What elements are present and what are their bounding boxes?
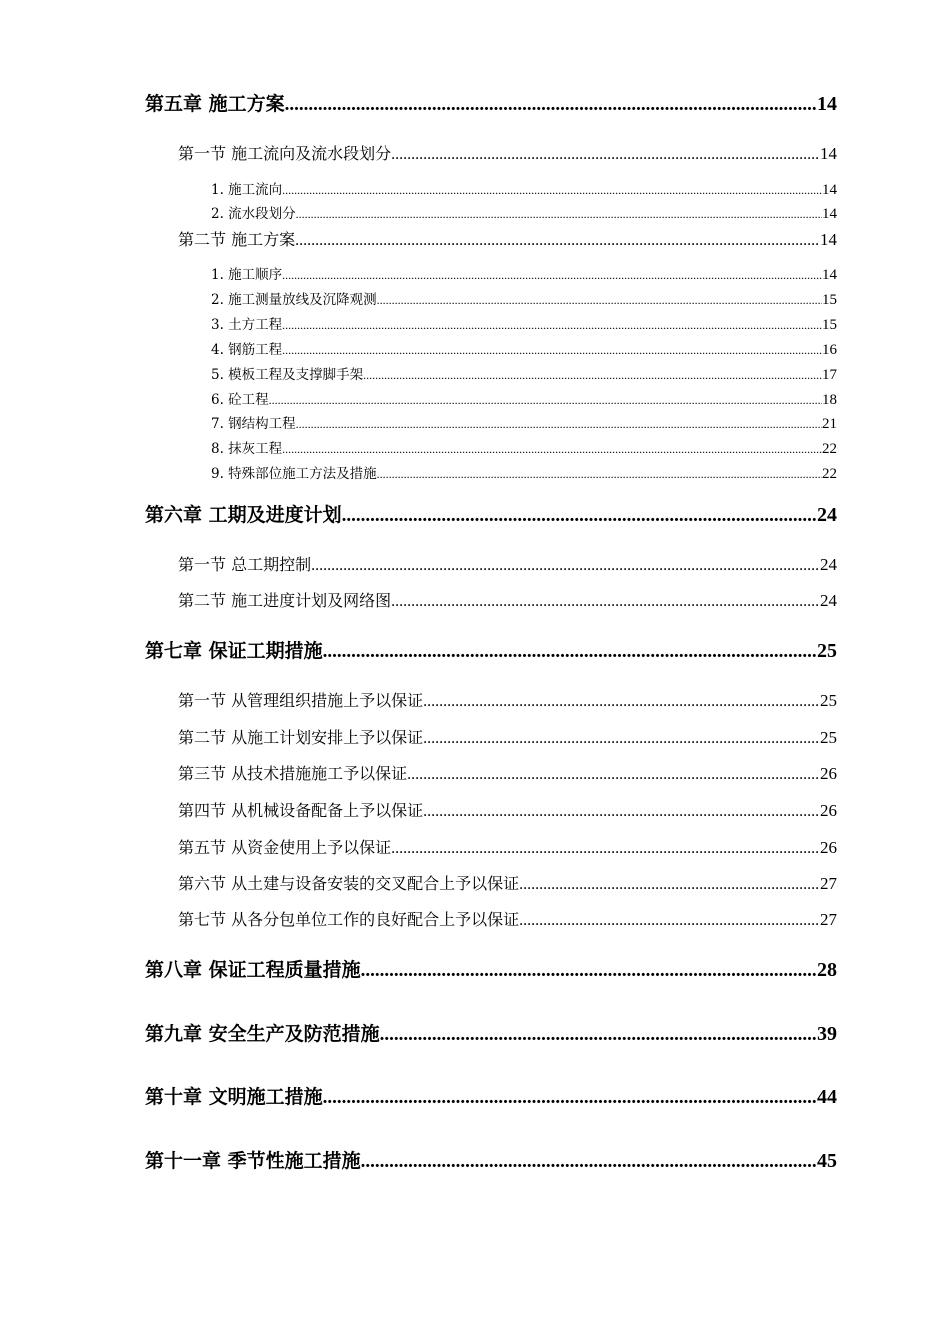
- toc-dot-leader: [282, 319, 822, 331]
- toc-entry-label: 第二节 从施工计划安排上予以保证: [178, 728, 424, 747]
- toc-entry-item[interactable]: [211, 417, 837, 432]
- toc-entry-section[interactable]: [178, 875, 837, 893]
- toc-entry-section[interactable]: [178, 145, 837, 163]
- toc-dot-leader: [380, 1025, 817, 1044]
- toc-entry-label: 第十一章 季节性施工措施: [145, 1150, 361, 1172]
- toc-entry-section[interactable]: [178, 802, 837, 820]
- toc-page-number: 14: [817, 93, 837, 115]
- toc-entry-label: 第一节 施工流向及流水段划分: [178, 144, 392, 163]
- toc-dot-leader: [311, 558, 820, 574]
- toc-dot-leader: [377, 468, 822, 480]
- toc-entry-label: 第九章 安全生产及防范措施: [145, 1023, 380, 1045]
- toc-page-number: 27: [820, 874, 837, 893]
- toc-page-number: 25: [820, 691, 837, 710]
- toc-page-number: 14: [822, 182, 837, 198]
- toc-page-number: 39: [817, 1023, 837, 1045]
- toc-entry-chapter[interactable]: [145, 1087, 837, 1109]
- toc-dot-leader: [423, 804, 820, 820]
- toc-entry-label: 2. 流水段划分: [211, 206, 296, 222]
- toc-entry-label: 第七节 从各分包单位工作的良好配合上予以保证: [178, 910, 520, 929]
- toc-page-number: 26: [820, 838, 837, 857]
- toc-entry-chapter[interactable]: [145, 505, 837, 527]
- toc-dot-leader: [342, 506, 817, 525]
- toc-entry-item[interactable]: [211, 368, 837, 383]
- toc-entry-chapter[interactable]: [145, 641, 837, 663]
- toc-dot-leader: [361, 961, 817, 980]
- toc-entry-section[interactable]: [178, 692, 837, 710]
- toc-page-number: 24: [820, 555, 837, 574]
- toc-page-number: 25: [820, 728, 837, 747]
- toc-entry-label: 第一节 总工期控制: [178, 555, 312, 574]
- toc-page-number: 14: [820, 230, 837, 249]
- toc-dot-leader: [296, 418, 822, 430]
- toc-dot-leader: [423, 731, 820, 747]
- toc-dot-leader: [391, 147, 820, 163]
- toc-dot-leader: [363, 369, 822, 381]
- toc-page-number: 14: [822, 267, 837, 283]
- toc-entry-chapter[interactable]: [145, 1151, 837, 1173]
- toc-page-number: 28: [817, 959, 837, 981]
- toc-page-number: 44: [817, 1086, 837, 1108]
- toc-entry-section[interactable]: [178, 839, 837, 857]
- toc-entry-item[interactable]: [211, 207, 837, 222]
- toc-entry-section[interactable]: [178, 765, 837, 783]
- toc-entry-label: 第八章 保证工程质量措施: [145, 959, 361, 981]
- toc-dot-leader: [282, 344, 822, 356]
- toc-entry-item[interactable]: [211, 183, 837, 198]
- toc-dot-leader: [295, 233, 820, 249]
- toc-dot-leader: [361, 1152, 817, 1171]
- toc-entry-chapter[interactable]: [145, 960, 837, 982]
- toc-entry-label: 第十章 文明施工措施: [145, 1086, 323, 1108]
- toc-entry-chapter[interactable]: [145, 94, 837, 116]
- toc-page-number: 26: [820, 764, 837, 783]
- toc-entry-item[interactable]: [211, 393, 837, 408]
- toc-page-number: 15: [822, 317, 837, 333]
- toc-page-number: 16: [822, 342, 837, 358]
- toc-dot-leader: [285, 95, 817, 114]
- toc-dot-leader: [282, 443, 822, 455]
- toc-page-number: 26: [820, 801, 837, 820]
- toc-entry-section[interactable]: [178, 729, 837, 747]
- toc-entry-item[interactable]: [211, 318, 837, 333]
- toc-page-number: 25: [817, 640, 837, 662]
- toc-entry-item[interactable]: [211, 343, 837, 358]
- toc-entry-label: 3. 土方工程: [211, 317, 283, 333]
- toc-page-number: 45: [817, 1150, 837, 1172]
- toc-page-number: 22: [822, 466, 837, 482]
- toc-entry-item[interactable]: [211, 268, 837, 283]
- toc-entry-label: 7. 钢结构工程: [211, 416, 296, 432]
- toc-dot-leader: [323, 642, 817, 661]
- toc-page-number: 24: [820, 591, 837, 610]
- toc-dot-leader: [391, 841, 820, 857]
- toc-entry-label: 4. 钢筋工程: [211, 342, 283, 358]
- toc-entry-label: 第四节 从机械设备配备上予以保证: [178, 801, 424, 820]
- toc-entry-label: 第三节 从技术措施施工予以保证: [178, 764, 408, 783]
- toc-dot-leader: [282, 269, 822, 281]
- toc-dot-leader: [323, 1088, 817, 1107]
- toc-page-number: 14: [822, 206, 837, 222]
- toc-dot-leader: [296, 208, 822, 220]
- toc-entry-section[interactable]: [178, 592, 837, 610]
- toc-dot-leader: [519, 913, 820, 929]
- toc-entry-label: 第五章 施工方案: [145, 93, 285, 115]
- toc-entry-label: 第六章 工期及进度计划: [145, 504, 342, 526]
- toc-entry-label: 第二节 施工进度计划及网络图: [178, 591, 392, 610]
- toc-entry-label: 第五节 从资金使用上予以保证: [178, 838, 392, 857]
- toc-entry-label: 1. 施工流向: [211, 182, 283, 198]
- toc-page-number: 21: [822, 416, 837, 432]
- toc-page-number: 18: [822, 392, 837, 408]
- toc-entry-section[interactable]: [178, 911, 837, 929]
- toc-dot-leader: [407, 767, 820, 783]
- toc-page-number: 24: [817, 504, 837, 526]
- toc-dot-leader: [519, 877, 820, 893]
- toc-entry-section[interactable]: [178, 231, 837, 249]
- toc-entry-item[interactable]: [211, 293, 837, 308]
- toc-page-number: 17: [822, 367, 837, 383]
- toc-entry-label: 第一节 从管理组织措施上予以保证: [178, 691, 424, 710]
- toc-dot-leader: [391, 594, 820, 610]
- toc-entry-label: 第二节 施工方案: [178, 230, 296, 249]
- toc-page-number: 15: [822, 292, 837, 308]
- toc-entry-label: 5. 模板工程及支撑脚手架: [211, 367, 364, 383]
- toc-entry-section[interactable]: [178, 556, 837, 574]
- toc-entry-label: 第七章 保证工期措施: [145, 640, 323, 662]
- toc-entry-label: 8. 抹灰工程: [211, 441, 283, 457]
- toc-entry-label: 2. 施工测量放线及沉降观测: [211, 292, 377, 308]
- toc-entry-item[interactable]: [211, 442, 837, 457]
- toc-entry-label: 9. 特殊部位施工方法及措施: [211, 466, 377, 482]
- toc-entry-chapter[interactable]: [145, 1024, 837, 1046]
- toc-entry-label: 6. 砼工程: [211, 392, 269, 408]
- toc-entry-item[interactable]: [211, 467, 837, 482]
- toc-entry-label: 第六节 从土建与设备安装的交叉配合上予以保证: [178, 874, 520, 893]
- toc-page-number: 27: [820, 910, 837, 929]
- toc-page-number: 14: [820, 144, 837, 163]
- toc-page-number: 22: [822, 441, 837, 457]
- toc-dot-leader: [377, 294, 822, 306]
- toc-dot-leader: [423, 694, 820, 710]
- toc-dot-leader: [282, 184, 822, 196]
- toc-entry-label: 1. 施工顺序: [211, 267, 283, 283]
- toc-dot-leader: [269, 394, 822, 406]
